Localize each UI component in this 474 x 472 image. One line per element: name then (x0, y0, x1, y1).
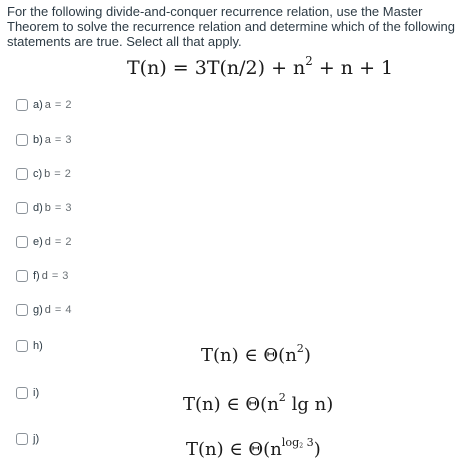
formula-exponent-base: 2 (299, 442, 304, 450)
recurrence-exponent: 2 (305, 53, 313, 68)
option-g[interactable] (16, 302, 71, 318)
formula-rhs: ) (303, 345, 311, 366)
option-h-checkbox[interactable] (16, 340, 28, 352)
option-j-checkbox[interactable] (16, 433, 28, 445)
option-equals: = (51, 270, 59, 282)
option-value: 4 (65, 304, 72, 316)
option-a[interactable] (16, 97, 71, 113)
option-h-label: h) (33, 340, 43, 352)
option-e-label (33, 236, 71, 248)
recurrence-equation (127, 53, 394, 79)
recurrence-rhs: + n + 1 (312, 57, 394, 79)
option-value: 2 (65, 99, 72, 111)
option-d[interactable] (16, 200, 71, 216)
option-equals: = (54, 134, 62, 146)
option-variable: d (44, 236, 51, 248)
option-c[interactable] (16, 166, 71, 182)
option-variable: b (44, 202, 51, 214)
option-letter: d) (33, 202, 43, 214)
option-letter: c) (33, 168, 43, 180)
option-d-label (33, 202, 71, 214)
option-value: 3 (65, 134, 72, 146)
option-equals: = (54, 202, 62, 214)
option-i-formula (183, 391, 334, 416)
formula-lhs: T(n) ∈ Θ(n (201, 345, 297, 366)
option-value: 2 (64, 168, 71, 180)
option-g-label (33, 304, 71, 316)
option-f-label (33, 270, 68, 282)
formula-rhs: lg n) (285, 394, 334, 415)
option-d-checkbox[interactable] (16, 202, 28, 214)
option-g-checkbox[interactable] (16, 304, 28, 316)
option-c-label (33, 168, 71, 180)
option-equals: = (54, 304, 62, 316)
option-letter: g) (33, 304, 43, 316)
option-a-label (33, 99, 71, 111)
recurrence-lhs: T(n) = 3T(n/2) + n (127, 57, 306, 79)
formula-exponent: 2 (278, 391, 286, 405)
option-c-checkbox[interactable] (16, 168, 28, 180)
option-h[interactable] (16, 338, 43, 354)
option-equals: = (54, 236, 62, 248)
option-letter: b) (33, 134, 43, 146)
option-letter: a) (33, 99, 43, 111)
option-value: 3 (62, 270, 69, 282)
option-variable: d (41, 270, 48, 282)
formula-exponent (282, 436, 314, 449)
option-variable: a (44, 99, 51, 111)
option-a-checkbox[interactable] (16, 99, 28, 111)
option-e-checkbox[interactable] (16, 236, 28, 248)
option-e[interactable] (16, 234, 71, 250)
option-b-checkbox[interactable] (16, 134, 28, 146)
option-equals: = (54, 99, 62, 111)
option-letter: f) (33, 270, 40, 282)
option-b[interactable] (16, 132, 71, 148)
formula-exponent-log: log (281, 436, 300, 450)
option-f[interactable] (16, 268, 68, 284)
option-variable: d (44, 304, 51, 316)
option-equals: = (54, 168, 61, 180)
option-i-label: i) (33, 387, 40, 399)
option-letter: e) (33, 236, 43, 248)
option-i[interactable] (16, 385, 39, 401)
option-j-label: j) (33, 433, 40, 445)
question-text: For the following divide-and-conquer recurrence relation, use the Master Theorem to solve the recurrence relation and determine which of the following statements are true. Select all that apply. (7, 4, 456, 49)
option-j[interactable] (16, 431, 39, 447)
option-value: 2 (65, 236, 72, 248)
option-h-formula (201, 342, 311, 367)
option-value: 3 (65, 202, 72, 214)
formula-exponent-arg: 3 (303, 436, 314, 450)
formula-rhs: ) (313, 439, 321, 460)
option-i-checkbox[interactable] (16, 387, 28, 399)
option-j-formula (186, 438, 321, 462)
option-f-checkbox[interactable] (16, 270, 28, 282)
option-b-label (33, 134, 71, 146)
formula-lhs: T(n) ∈ Θ(n (186, 439, 282, 460)
formula-lhs: T(n) ∈ Θ(n (183, 394, 279, 415)
formula-exponent: 2 (296, 342, 304, 356)
option-variable: b (44, 168, 51, 180)
option-variable: a (44, 134, 51, 146)
